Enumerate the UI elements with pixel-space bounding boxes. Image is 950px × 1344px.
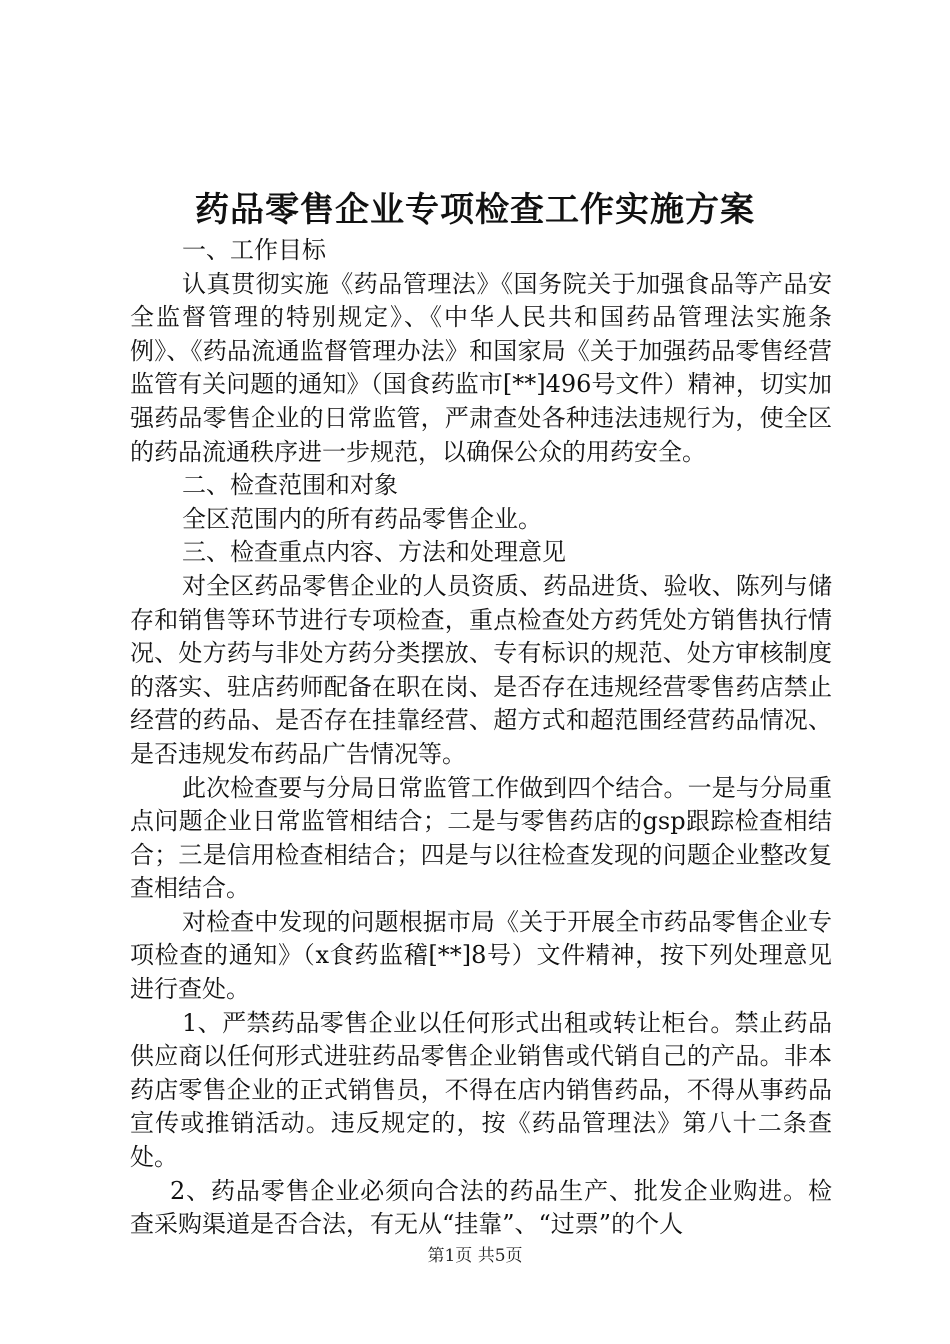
paragraph-objective: 认真贯彻实施《药品管理法》《国务院关于加强食品等产品安全监督管理的特别规定》、《中华人民共和国药品管理法实施条例》、《药品流通监督管理办法》和国家局《关于加强药品零售经营监管有关问题的通知》（国食药监市[**]496号文件）精神，切实加强药品零售企业的日常监管，严肃查处各种违法违规行为，使全区的药品流通秩序进一步规范，以确保公众的用药安全。: [130, 269, 832, 466]
section-heading-1: 一、工作目标: [182, 236, 326, 264]
paragraph-item-2: 2、药品零售企业必须向合法的药品生产、批发企业购进。检查采购渠道是否合法，有无从“挂靠”、“过票”的个人: [130, 1176, 832, 1239]
paragraph-scope: 全区范围内的所有药品零售企业。: [182, 504, 542, 533]
document-title: 药品零售企业专项检查工作实施方案: [195, 190, 755, 230]
page-number-footer: 第1页 共5页: [427, 1246, 523, 1266]
section-heading-3: 三、检查重点内容、方法和处理意见: [182, 538, 566, 567]
paragraph-inspection-focus: 对全区药品零售企业的人员资质、药品进货、验收、陈列与储存和销售等环节进行专项检查，重点检查处方药凭处方销售执行情况、处方药与非处方药分类摆放、专有标识的规范、处方审核制度的落实、驻店药师配备在职在岗、是否存在违规经营零售药店禁止经营的药品、是否存在挂靠经营、超方式和超范围经营药品情况、是否违规发布药品广告情况等。: [130, 571, 832, 768]
document-body: [130, 234, 832, 1242]
paragraph-four-combinations: 此次检查要与分局日常监管工作做到四个结合。一是与分局重点问题企业日常监管相结合；二是与零售药店的gsp跟踪检查相结合；三是信用检查相结合；四是与以往检查发现的问题企业整改复查相结合。: [130, 773, 832, 903]
section-heading-2: 二、检查范围和对象: [182, 471, 398, 500]
paragraph-item-1: 1、严禁药品零售企业以任何形式出租或转让柜台。禁止药品供应商以任何形式进驻药品零售企业销售或代销自己的产品。非本药店零售企业的正式销售员，不得在店内销售药品，不得从事药品宣传或推销活动。违反规定的，按《药品管理法》第八十二条查处。: [130, 1008, 832, 1172]
paragraph-handling: 对检查中发现的问题根据市局《关于开展全市药品零售企业专项检查的通知》（x食药监稽[**]8号）文件精神，按下列处理意见进行查处。: [130, 907, 832, 1004]
